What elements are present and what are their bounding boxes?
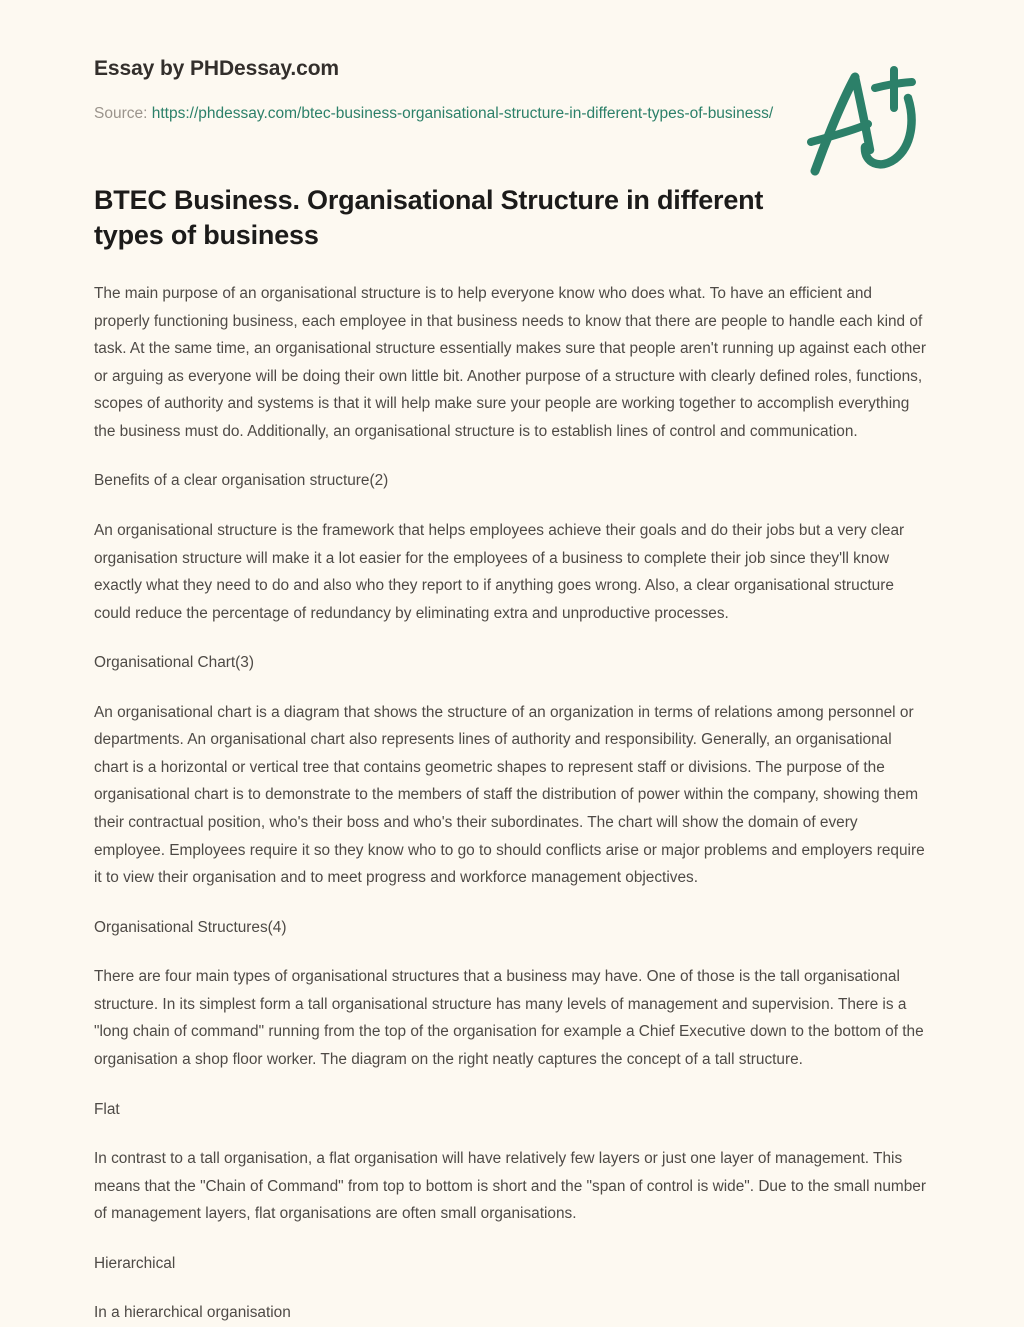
paragraph: There are four main types of organisational structures that a business may have. One of those is the tall organisational structure. In its simplest form a tall organisational structure has many levels of management and supervision. There is a "long chain of command" running from the top of the organisation for example a Chief Executive down to the bottom of the organisation a shop floor worker. The diagram on the right neatly captures the concept of a tall structure.	[94, 968, 924, 1068]
page-title: BTEC Business. Organisational Structure in different types of business	[94, 184, 764, 250]
section-heading-hierarchical: Hierarchical	[94, 1254, 176, 1272]
source-url-link[interactable]: https://phdessay.com/btec-business-organisational-structure-in-different-types-of-business/	[151, 105, 774, 123]
paragraph: In contrast to a tall organisation, a flat organisation will have relatively few layers or just one layer of management. This means that the "Chain of Command" from top to bottom is short and the "span of control is wide". Due to the small number of management layers, flat organisations are often small organisations.	[94, 1150, 926, 1223]
a-plus-logo-icon	[802, 58, 930, 184]
brand-title: Essay by PHDessay.com	[94, 57, 339, 80]
source-line	[94, 101, 834, 128]
paragraph: The main purpose of an organisational structure is to help everyone know who does what. To have an efficient and properly functioning business, each employee in that business needs to know that there are people to handle each kind of task. At the same time, an organisational structure essentially makes sure that people aren't running up against each other or arguing as everyone will be doing their own little bit. Another purpose of a structure with clearly defined roles, functions, scopes of authority and systems is that it will help make sure your people are working together to accomplish everything the business must do. Additionally, an organisational structure is to establish lines of control and communication.	[94, 285, 926, 440]
section-heading-benefits: Benefits of a clear organisation structure(2)	[94, 472, 389, 490]
paragraph: An organisational structure is the framework that helps employees achieve their goals and do their jobs but a very clear organisation structure will make it a lot easier for the employees of a business to complete their job since they'll know exactly what they need to do and also who they report to if anything goes wrong. Also, a clear organisational structure could reduce the percentage of redundancy by eliminating extra and unproductive processes.	[94, 521, 905, 622]
paragraph: An organisational chart is a diagram that shows the structure of an organization in terms of relations among personnel or departments. An organisational chart also represents lines of authority and responsibility. Generally, an organisational chart is a horizontal or vertical tree that contains geometric shapes to represent staff or divisions. The purpose of the organisational chart is to demonstrate to the members of staff the distribution of power within the company, showing them their contractual position, who's their boss and who's their subordinates. The chart will show the domain of every employee. Employees require it so they know who to go to should conflicts arise or major problems and employers require it to view their organisation and to meet progress and workforce management objectives.	[94, 703, 925, 887]
document-header	[94, 0, 930, 128]
section-heading-org-structures: Organisational Structures(4)	[94, 918, 287, 936]
source-label: Source:	[94, 105, 148, 123]
section-heading-flat: Flat	[94, 1100, 120, 1118]
section-heading-org-chart: Organisational Chart(3)	[94, 654, 254, 672]
paragraph: In a hierarchical organisation	[94, 1304, 291, 1322]
article-body	[94, 183, 930, 1327]
